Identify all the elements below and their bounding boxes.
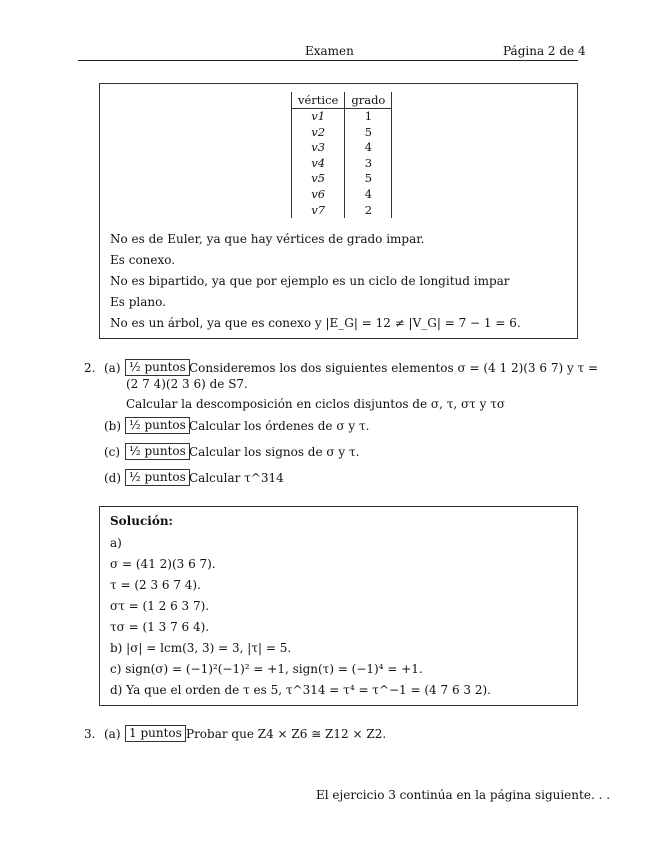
degree-cell: 5 bbox=[345, 171, 392, 187]
degree-table bbox=[291, 92, 392, 218]
degree-cell: 5 bbox=[345, 125, 392, 141]
question-2b-text: Calcular los órdenes de σ y τ. bbox=[189, 419, 370, 433]
question-3a-text: Probar que Z4 × Z6 ≅ Z12 × Z2. bbox=[186, 727, 387, 741]
table-header-vertex: vértice bbox=[292, 92, 345, 109]
degree-cell: 4 bbox=[345, 140, 392, 156]
points-box: ½ puntos bbox=[125, 469, 190, 486]
question-2a-instruction: Calcular la descomposición en ciclos disjuntos de σ, τ, στ y τσ bbox=[126, 397, 506, 411]
solution-line: c) sign(σ) = (−1)²(−1)² = +1, sign(τ) = (−1)⁴ = +1. bbox=[110, 662, 423, 676]
graph-solution-line: Es plano. bbox=[110, 295, 166, 309]
graph-solution-line: No es bipartido, ya que por ejemplo es un ciclo de longitud impar bbox=[110, 274, 510, 288]
question-2a-label: (a) bbox=[104, 361, 121, 375]
solution-line: a) bbox=[110, 536, 122, 550]
table-row bbox=[292, 187, 392, 203]
solution-line: στ = (1 2 6 3 7). bbox=[110, 599, 210, 613]
graph-solution-line: No es un árbol, ya que es conexo y |E_G| = 12 ≠ |V_G| = 7 − 1 = 6. bbox=[110, 316, 521, 330]
points-box: ½ puntos bbox=[125, 443, 190, 460]
vertex-cell: v2 bbox=[311, 124, 326, 139]
degree-cell: 3 bbox=[345, 156, 392, 172]
header-title: Examen bbox=[305, 44, 354, 58]
table-row bbox=[292, 156, 392, 172]
table-row bbox=[292, 109, 392, 125]
points-box: ½ puntos bbox=[125, 359, 190, 376]
vertex-cell: v7 bbox=[311, 202, 326, 217]
graph-solution-line: No es de Euler, ya que hay vértices de grado impar. bbox=[110, 232, 425, 246]
question-2a-text: Consideremos los dos siguientes elementos σ = (4 1 2)(3 6 7) y τ = bbox=[189, 361, 599, 375]
footer-continuation: El ejercicio 3 continúa en la página siguiente. . . bbox=[316, 788, 611, 802]
solution-title: Solución: bbox=[110, 514, 173, 528]
question-2a-text-cont: (2 7 4)(2 3 6) de S7. bbox=[126, 377, 248, 391]
solution-line: d) Ya que el orden de τ es 5, τ^314 = τ⁴ = τ^−1 = (4 7 6 3 2). bbox=[110, 683, 491, 697]
vertex-cell: v4 bbox=[311, 155, 326, 170]
points-box: 1 puntos bbox=[125, 725, 186, 742]
question-3a-label: (a) bbox=[104, 727, 121, 741]
question-2c-label: (c) bbox=[104, 445, 121, 459]
question-2d-text: Calcular τ^314 bbox=[189, 471, 284, 485]
vertex-cell: v6 bbox=[311, 186, 326, 201]
table-header-degree: grado bbox=[345, 92, 392, 109]
solution-line: b) |σ| = lcm(3, 3) = 3, |τ| = 5. bbox=[110, 641, 292, 655]
solution-line: τσ = (1 3 7 6 4). bbox=[110, 620, 210, 634]
graph-solution-line: Es conexo. bbox=[110, 253, 176, 267]
points-box: ½ puntos bbox=[125, 417, 190, 434]
header-rule bbox=[78, 60, 578, 61]
question-2b-label: (b) bbox=[104, 419, 122, 433]
degree-cell: 2 bbox=[345, 203, 392, 219]
table-row bbox=[292, 140, 392, 156]
degree-cell: 4 bbox=[345, 187, 392, 203]
question-2d-label: (d) bbox=[104, 471, 122, 485]
vertex-cell: v1 bbox=[311, 109, 326, 123]
table-row bbox=[292, 125, 392, 141]
vertex-cell: v3 bbox=[311, 140, 326, 155]
header-page: Página 2 de 4 bbox=[503, 44, 586, 58]
table-row bbox=[292, 171, 392, 187]
question-3-number: 3. bbox=[84, 727, 96, 741]
question-2-number: 2. bbox=[84, 361, 96, 375]
vertex-cell: v5 bbox=[311, 171, 326, 186]
table-row bbox=[292, 203, 392, 219]
question-2c-text: Calcular los signos de σ y τ. bbox=[189, 445, 360, 459]
solution-line: σ = (41 2)(3 6 7). bbox=[110, 557, 216, 571]
solution-line: τ = (2 3 6 7 4). bbox=[110, 578, 201, 592]
degree-cell: 1 bbox=[345, 109, 392, 125]
